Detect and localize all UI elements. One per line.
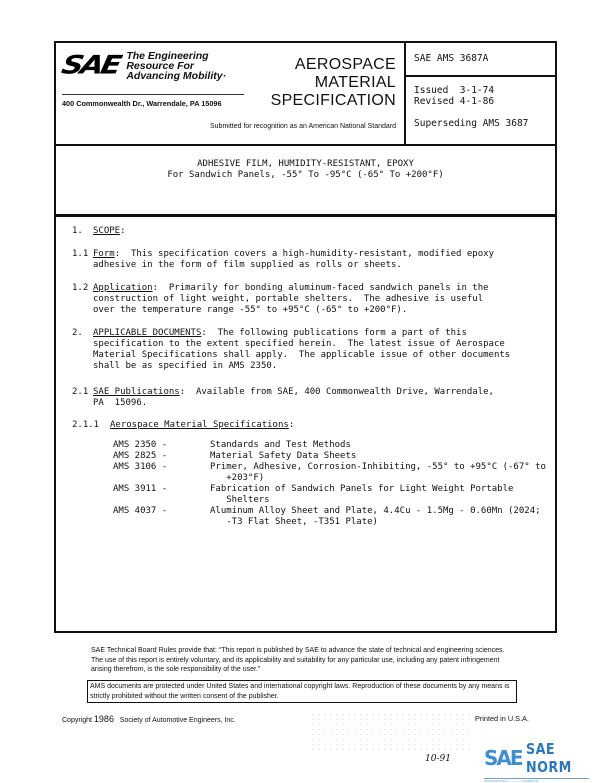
- ams-reference-item: [113, 451, 546, 462]
- section-number: 1.2: [72, 283, 89, 293]
- paragraph-line: shall be as specified in AMS 2350.: [93, 361, 278, 371]
- copyright-year: 1986: [93, 714, 114, 724]
- document-type-title: [271, 56, 396, 110]
- section-heading: APPLICABLE DOCUMENTS: [93, 328, 202, 338]
- spec-body: [54, 216, 557, 633]
- tagline-line: The Engineering: [126, 50, 209, 62]
- sae-logo: [58, 50, 227, 82]
- issued-date: Issued 3-1-74: [414, 85, 495, 96]
- ams-reference-item: [113, 440, 546, 451]
- header-box: [54, 41, 404, 146]
- spec-title-box: [54, 146, 557, 216]
- address-divider: [62, 94, 244, 95]
- doc-type-line: AEROSPACE: [294, 56, 396, 73]
- spec-title: [56, 146, 555, 181]
- technical-board-rules: SAE Technical Board Rules provide that: “This report is published by SAE to advance the state of technical and engineering sciences. The use of this report is entirely voluntary, and its applicability and suitability for any particular use, including any patent infringement arising therefrom, is the sole responsibility of the user.”: [91, 647, 505, 673]
- tagline-line: Advancing Mobility·: [126, 70, 227, 82]
- spec-title-line1: ADHESIVE FILM, HUMIDITY-RESISTANT, EPOXY: [197, 159, 414, 169]
- ams-description: Primer, Adhesive, Corrosion-Inhibiting, -55° to +95°C (-67° to: [210, 462, 546, 472]
- doc-type-line: SPECIFICATION: [270, 92, 396, 109]
- paragraph-line: construction of light weight, portable shelters. The adhesive is useful: [93, 294, 484, 304]
- sae-norm-wordmark: SAE NORM: [525, 740, 572, 776]
- document-id-box: [404, 41, 557, 146]
- section-heading: Application: [93, 283, 153, 293]
- section-heading: SAE Publications: [93, 387, 180, 397]
- superseding: Superseding AMS 3687: [414, 118, 529, 129]
- document-dates: [406, 77, 555, 129]
- heading-colon: :: [152, 283, 159, 293]
- section-heading: Aerospace Material Specifications: [110, 420, 289, 430]
- copyright-prefix: Copyright: [62, 717, 92, 724]
- doc-type-line: MATERIAL: [314, 74, 396, 91]
- paragraph-line: PA 15096.: [93, 398, 148, 408]
- ams-description-cont: +203°F): [210, 473, 265, 483]
- ams-code: AMS 4037 -: [113, 506, 168, 516]
- copyright-notice-box: AMS documents are protected under United States and international copyright laws. Reproduction of these documents by any means is strictly prohibited without the written consent of the publisher.: [87, 680, 517, 703]
- sae-logo-mark: SAE: [58, 50, 122, 81]
- section-heading: SCOPE: [93, 226, 121, 236]
- document-number: SAE AMS 3687A: [406, 43, 555, 77]
- heading-colon: :: [288, 420, 295, 430]
- printed-in: Printed in U.S.A.: [475, 714, 529, 723]
- paragraph-line: Primarily for bonding aluminum-faced sandwich panels in the: [158, 283, 489, 293]
- ams-code: AMS 2825 -: [113, 451, 168, 461]
- ams-description: Material Safety Data Sheets: [210, 451, 357, 461]
- ams-description: Aluminum Alloy Sheet and Plate, 4.4Cu - 1.5Mg - 0.60Mn (2024;: [210, 506, 541, 516]
- paragraph-line: over the temperature range -55° to +95°C (-65° to +200°F).: [93, 305, 408, 315]
- section-number: 1.1: [72, 249, 89, 259]
- section-number: 1.: [72, 226, 83, 236]
- ams-code: AMS 3911 -: [113, 484, 168, 494]
- section-number: 2.: [72, 328, 83, 338]
- paragraph-line: Material Specifications shall apply. The applicable issue of other documents: [93, 350, 511, 360]
- ams-code: AMS 3106 -: [113, 462, 168, 472]
- paragraph-line: The following publications form a part of this: [206, 328, 467, 338]
- section-number: 2.1.1: [72, 420, 100, 430]
- ams-reference-list: [113, 440, 546, 528]
- sae-norm-logo: [484, 740, 600, 783]
- tagline-line: Resource For: [126, 60, 195, 72]
- paragraph-line: Available from SAE, 400 Commonwealth Drive, Warrendale,: [185, 387, 494, 397]
- sae-tagline: [126, 51, 226, 81]
- paragraph-line: adhesive in the form of film supplied as rolls or sheets.: [93, 260, 402, 270]
- ams-description: Standards and Test Methods: [210, 440, 351, 450]
- ams-description-cont: -T3 Flat Sheet, -T351 Plate): [210, 517, 378, 527]
- section-number: 2.1: [72, 387, 89, 397]
- paragraph-line: This specification covers a high-humidity-resistant, modified epoxy: [120, 249, 494, 259]
- ams-description-cont: Shelters: [210, 495, 270, 505]
- ams-code: AMS 2350 -: [113, 440, 168, 450]
- faded-stamp: [310, 712, 470, 752]
- revised-date: Revised 4-1-86: [414, 96, 495, 107]
- heading-colon: :: [179, 387, 186, 397]
- ansi-submission-note: Submitted for recognition as an American National Standard: [210, 123, 396, 130]
- ams-reference-item: [113, 506, 546, 528]
- spec-subtitle: For Sandwich Panels, -55° To -95°C (-65° To +200°F): [167, 170, 444, 180]
- heading-colon: :: [201, 328, 207, 338]
- copyright-line: [62, 714, 236, 724]
- sae-address: 400 Commonwealth Dr., Warrendale, PA 15096: [62, 99, 222, 108]
- section-heading: Form: [93, 249, 115, 259]
- sae-norm-subline: INTERNATIONAL ———— CURRENCE: [484, 778, 589, 783]
- copyright-org: Society of Automotive Engineers, Inc.: [119, 717, 236, 724]
- heading-colon: :: [114, 249, 121, 259]
- sae-norm-mark-icon: SAE: [484, 746, 522, 770]
- ams-reference-item: [113, 484, 546, 506]
- ams-reference-item: [113, 462, 546, 484]
- paragraph-line: specification to the extent specified herein. The latest issue of Aerospace: [93, 339, 505, 349]
- heading-colon: :: [120, 226, 126, 236]
- handwritten-note: 10-91: [425, 754, 451, 764]
- ams-description: Fabrication of Sandwich Panels for Light Weight Portable: [210, 484, 514, 494]
